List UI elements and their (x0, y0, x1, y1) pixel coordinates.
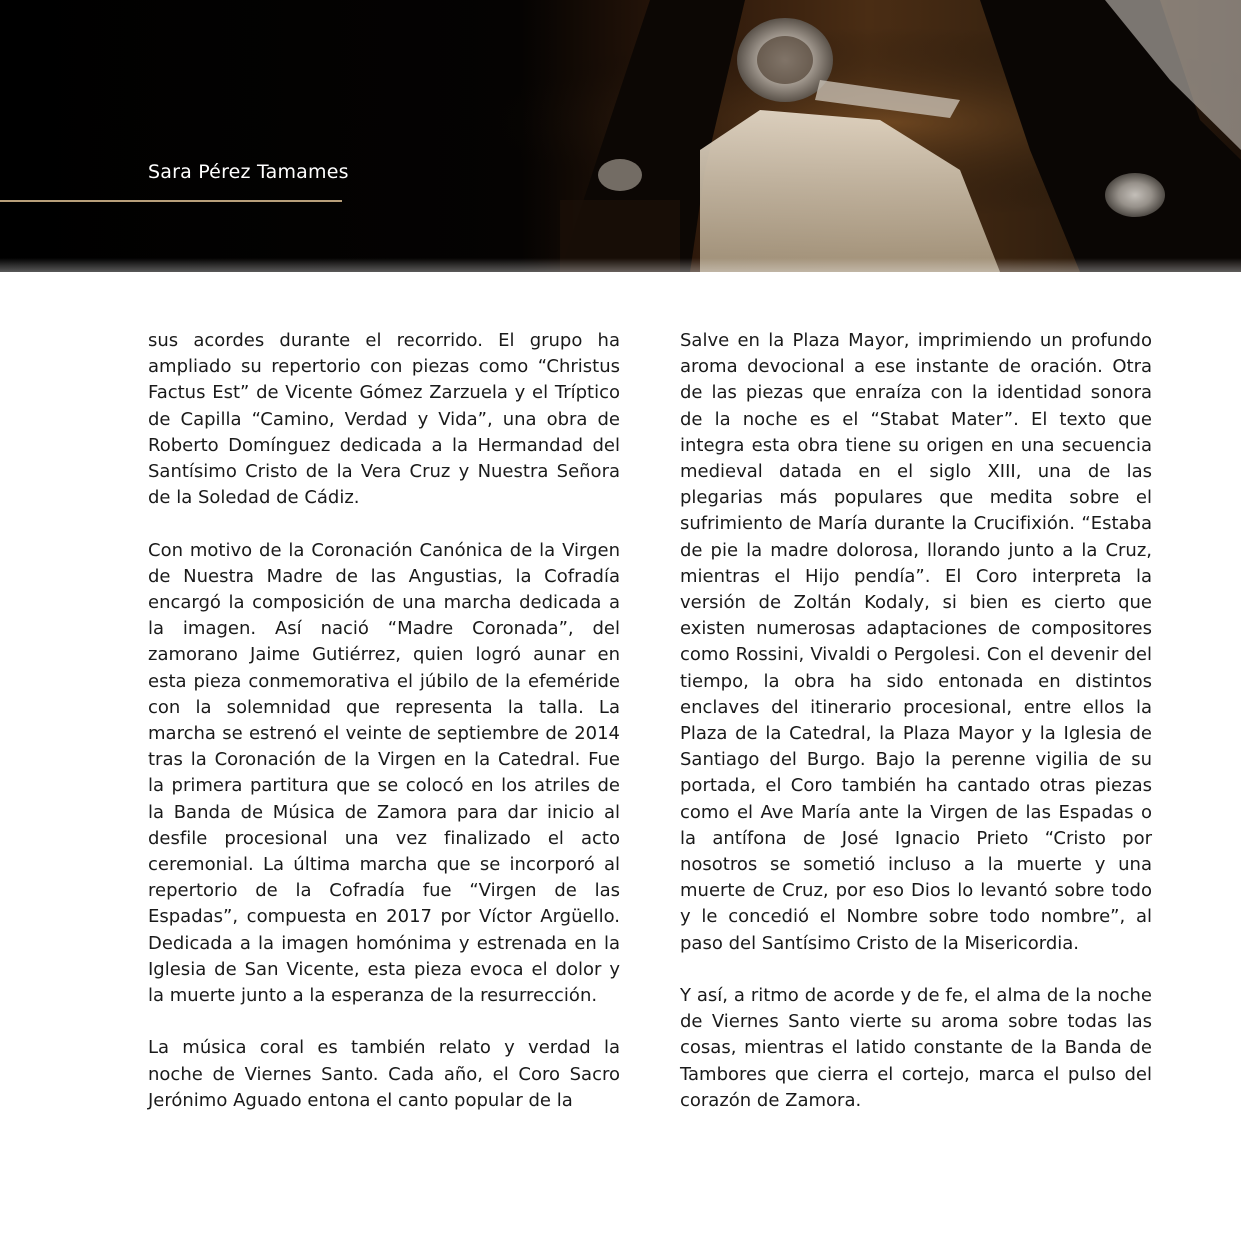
paragraph: Y así, a ritmo de acorde y de fe, el alma de la noche de Viernes Santo vierte su aroma sobre todas las cosas, mientras el latido constante de la Banda de Tambores que cierra el cortejo, marca el pulso del corazón de Zamora. (680, 985, 1152, 1111)
header-banner (0, 0, 1241, 272)
author-underline (0, 200, 342, 202)
text-column-right (680, 328, 1152, 1114)
paragraph: Salve en la Plaza Mayor, imprimiendo un profundo aroma devocional a ese instante de oración. Otra de las piezas que enraíza con la identidad sonora de la noche es el “Stabat Mater”. El texto que integra esta obra tiene su origen en una secuencia medieval datada en el siglo XIII, una de las plegarias más populares que medita sobre el sufrimiento de María durante la Crucifixión. “Estaba de pie la madre dolorosa, llorando junto a la Cruz, mientras el Hijo pendía”. El Coro interpreta la versión de Zoltán Kodaly, si bien es cierto que existen numerosas adaptaciones de compositores como Rossini, Vivaldi o Pergolesi. Con el devenir del tiempo, la obra ha sido entonada en distintos enclaves del itinerario procesional, entre ellos la Plaza de la Catedral, la Plaza Mayor y la Iglesia de Santiago del Burgo. Bajo la perenne vigilia de su portada, el Coro también ha cantado otras piezas como el Ave María ante la Virgen de las Espadas o la antífona de José Ignacio Prieto “Cristo por nosotros se sometió incluso a la muerte y una muerte de Cruz, por eso Dios lo levantó sobre todo y le concedió el Nombre sobre todo nombre”, al paso del Santísimo Cristo de la Misericordia. (680, 330, 1152, 954)
banner-fade (0, 258, 1241, 272)
text-column-left (148, 328, 620, 1114)
author-name: Sara Pérez Tamames (148, 161, 349, 183)
procession-photo (0, 0, 1241, 272)
paragraph: La música coral es también relato y verdad la noche de Viernes Santo. Cada año, el Coro Sacro Jerónimo Aguado entona el canto popular de la (148, 1037, 620, 1111)
paragraph: sus acordes durante el recorrido. El grupo ha ampliado su repertorio con piezas como “Christus Factus Est” de Vicente Gómez Zarzuela y el Tríptico de Capilla “Camino, Verdad y Vida”, una obra de Roberto Domínguez dedicada a la Hermandad del Santísimo Cristo de la Vera Cruz y Nuestra Señora de la Soledad de Cádiz. (148, 330, 620, 509)
paragraph: Con motivo de la Coronación Canónica de la Virgen de Nuestra Madre de las Angustias, la Cofradía encargó la composición de una marcha dedicada a la imagen. Así nació “Madre Coronada”, del zamorano Jaime Gutiérrez, quien logró aunar en esta pieza conmemorativa el júbilo de la efeméride con la solemnidad que representa la talla. La marcha se estrenó el veinte de septiembre de 2014 tras la Coronación de la Virgen en la Catedral. Fue la primera partitura que se colocó en los atriles de la Banda de Música de Zamora para dar inicio al desfile procesional una vez finalizado el acto ceremonial. La última marcha que se incorporó al repertorio de la Cofradía fue “Virgen de las Espadas”, compuesta en 2017 por Víctor Argüello. Dedicada a la imagen homónima y estrenada en la Iglesia de San Vicente, esta pieza evoca el dolor y la muerte junto a la esperanza de la resurrección. (148, 539, 620, 1007)
